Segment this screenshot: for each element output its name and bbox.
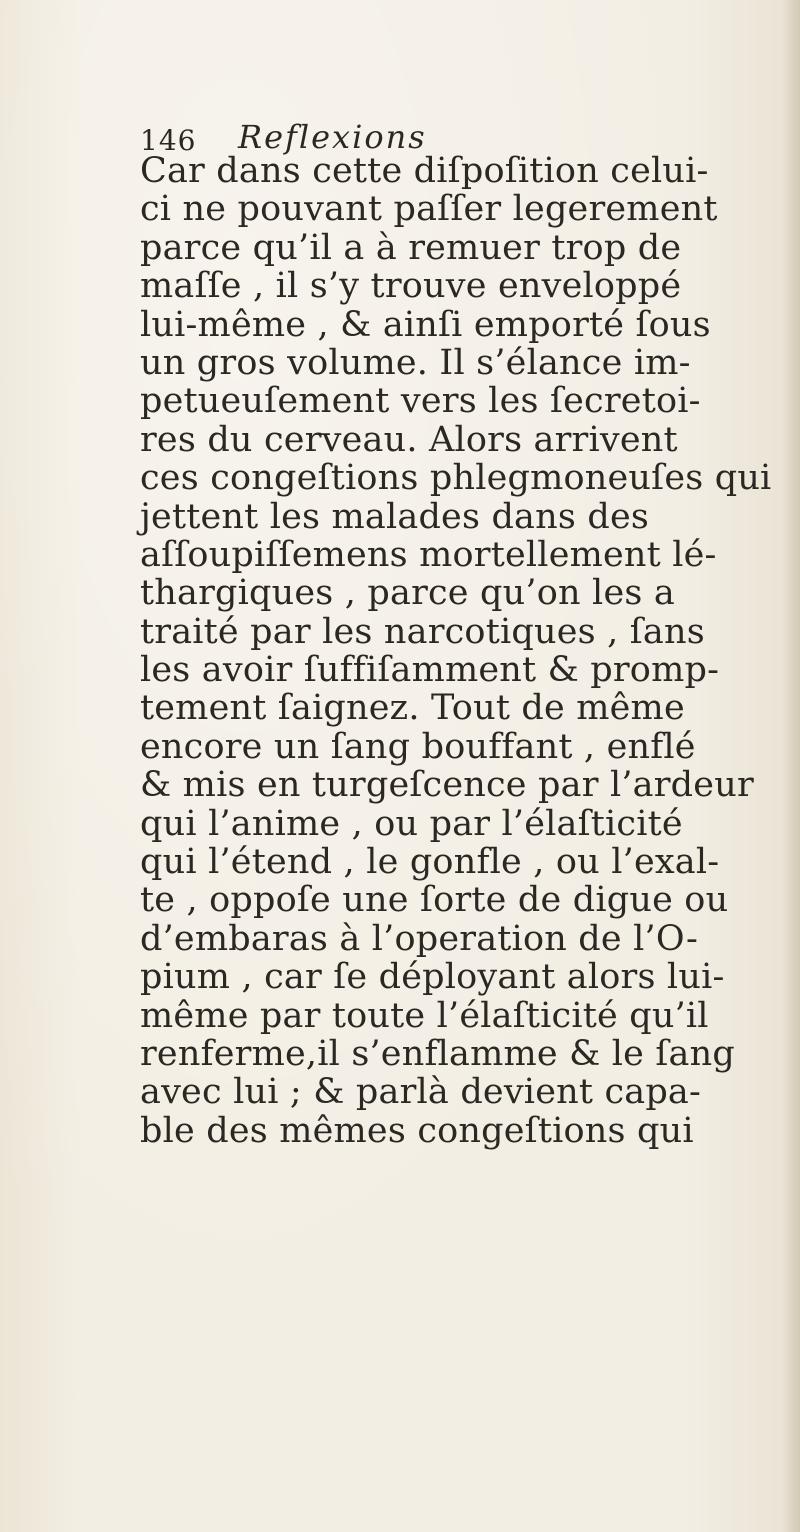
text-line: traité par les narcotiques , ſans <box>140 611 705 652</box>
text-line: & mis en turgeſcence par l’ardeur <box>140 765 754 806</box>
text-line: tement ſaignez. Tout de même <box>140 688 685 729</box>
text-line: ble des mêmes congeſtions qui <box>140 1110 694 1151</box>
text-line: un gros volume. Il s’élance im- <box>140 342 691 383</box>
text-line: ces congeſtions phlegmoneuſes qui <box>140 458 772 499</box>
text-line: te , oppoſe une ſorte de digue ou <box>140 880 729 921</box>
text-line: avec lui ; & parlà devient capa- <box>140 1072 702 1113</box>
text-line: ci ne pouvant paſſer legerement <box>140 189 718 230</box>
text-line: aſſoupiſſemens mortellement lé- <box>140 534 717 575</box>
text-line: maſſe , il s’y trouve enveloppé <box>140 266 682 307</box>
page-edge-shadow <box>782 0 800 1532</box>
text-line: parce qu’il a à remuer trop de <box>140 227 682 268</box>
text-line: même par toute l’élaſticité qu’il <box>140 995 709 1036</box>
running-head: Reflexions <box>238 118 427 156</box>
text-line: qui l’étend , le gonfle , ou l’exal- <box>140 842 720 883</box>
text-line: les avoir ſuffiſamment & promp- <box>140 650 720 691</box>
text-line: Car dans cette diſpoſition celui- <box>140 151 709 191</box>
page-number: 146 <box>140 124 197 157</box>
text-line: jettent les malades dans des <box>140 496 650 537</box>
text-line: renferme,il s’enflamme & le ſang <box>140 1033 735 1074</box>
text-line: pium , car ſe déployant alors lui- <box>140 957 725 998</box>
text-line: thargiques , parce qu’on les a <box>140 573 675 614</box>
text-line: encore un ſang bouffant , enflé <box>140 726 696 767</box>
text-line: res du cerveau. Alors arrivent <box>140 419 678 460</box>
text-line: petueuſement vers les ſecretoi- <box>140 381 701 422</box>
text-line: d’embaras à l’operation de l’O- <box>140 918 699 959</box>
text-line: qui l’anime , ou par l’élaſticité <box>140 803 683 844</box>
text-line: lui-même , & ainſi emporté ſous <box>140 304 711 345</box>
body-text <box>140 152 780 1150</box>
